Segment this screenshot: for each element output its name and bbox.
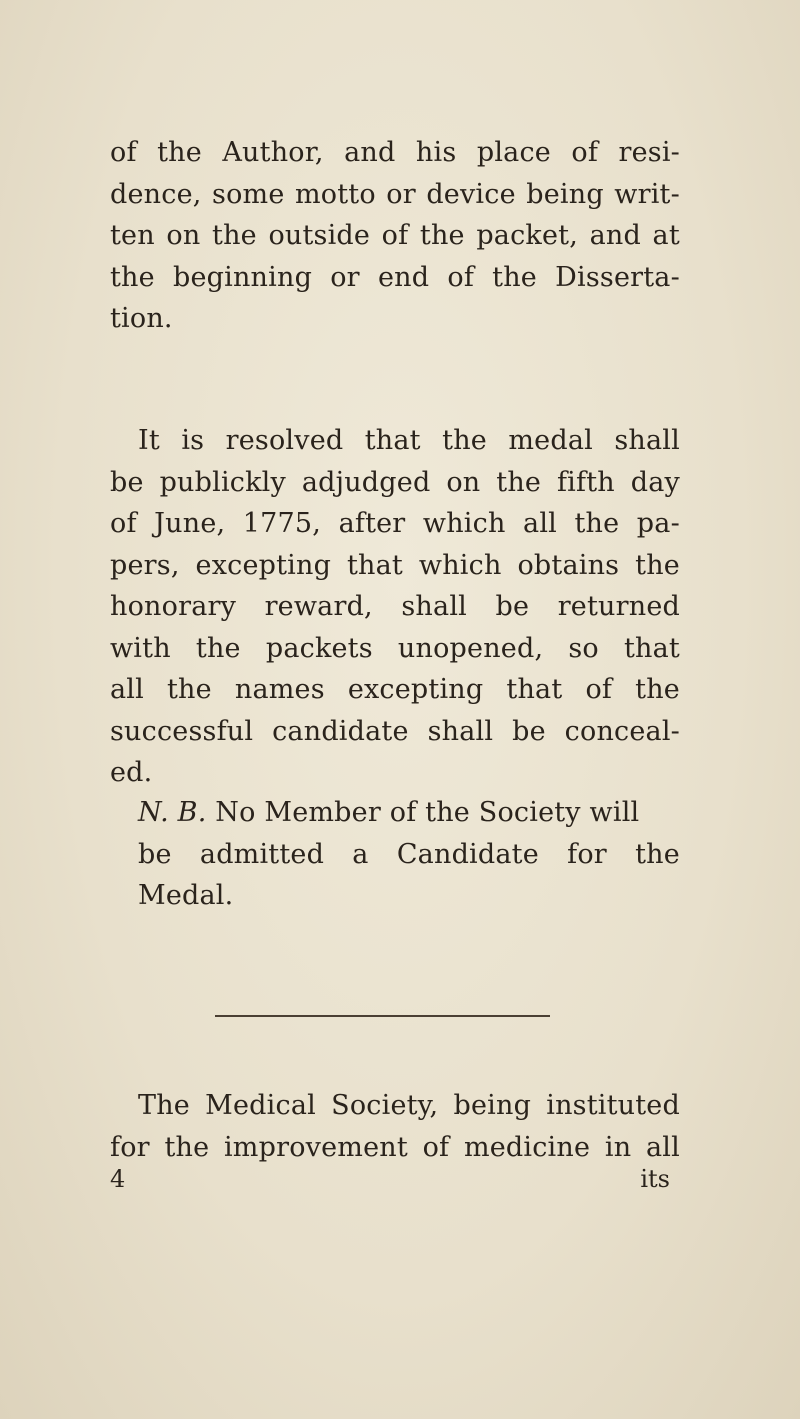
text-line: It is resolved that the medal shall [138, 425, 680, 456]
text-line: be admitted a Candidate for the [138, 838, 680, 870]
text-line: the beginning or end of the Disserta- [110, 261, 680, 293]
section-divider [215, 1015, 550, 1017]
text-line: pers, excepting that which obtains the [110, 549, 680, 581]
paragraph-nota-bene [110, 792, 680, 917]
text-line: with the packets unopened, so that [110, 632, 680, 664]
paragraph-author-residence [110, 132, 680, 340]
text-line: The Medical Society, being instituted [138, 1090, 680, 1121]
text-line: all the names excepting that of the [110, 674, 680, 705]
paragraph-medical-society [110, 1085, 680, 1168]
catchword: its [640, 1165, 670, 1193]
text-line: ed. [110, 757, 153, 788]
text-line: honorary reward, shall be returned [110, 591, 680, 622]
text-line: of June, 1775, after which all the pa- [110, 508, 680, 539]
text-line: successful candidate shall be conceal- [110, 715, 680, 747]
text-line: Medal. [138, 880, 234, 911]
text-line [110, 792, 680, 834]
nota-bene-mark: N. B. [138, 797, 207, 828]
text-line-content: No Member of the Society will [215, 797, 640, 828]
text-line: dence, some motto or device being writ- [110, 178, 680, 210]
signature-mark: 4 [110, 1165, 126, 1193]
text-line: of the Author, and his place of resi- [110, 137, 680, 168]
text-line: for the improvement of medicine in all [110, 1131, 680, 1163]
page-footer [110, 1165, 670, 1195]
text-line: ten on the outside of the packet, and at [110, 220, 680, 251]
paragraph-medal-resolution [110, 420, 680, 794]
text-line: tion. [110, 303, 173, 334]
text-line: be publickly adjudged on the fifth day [110, 466, 680, 498]
